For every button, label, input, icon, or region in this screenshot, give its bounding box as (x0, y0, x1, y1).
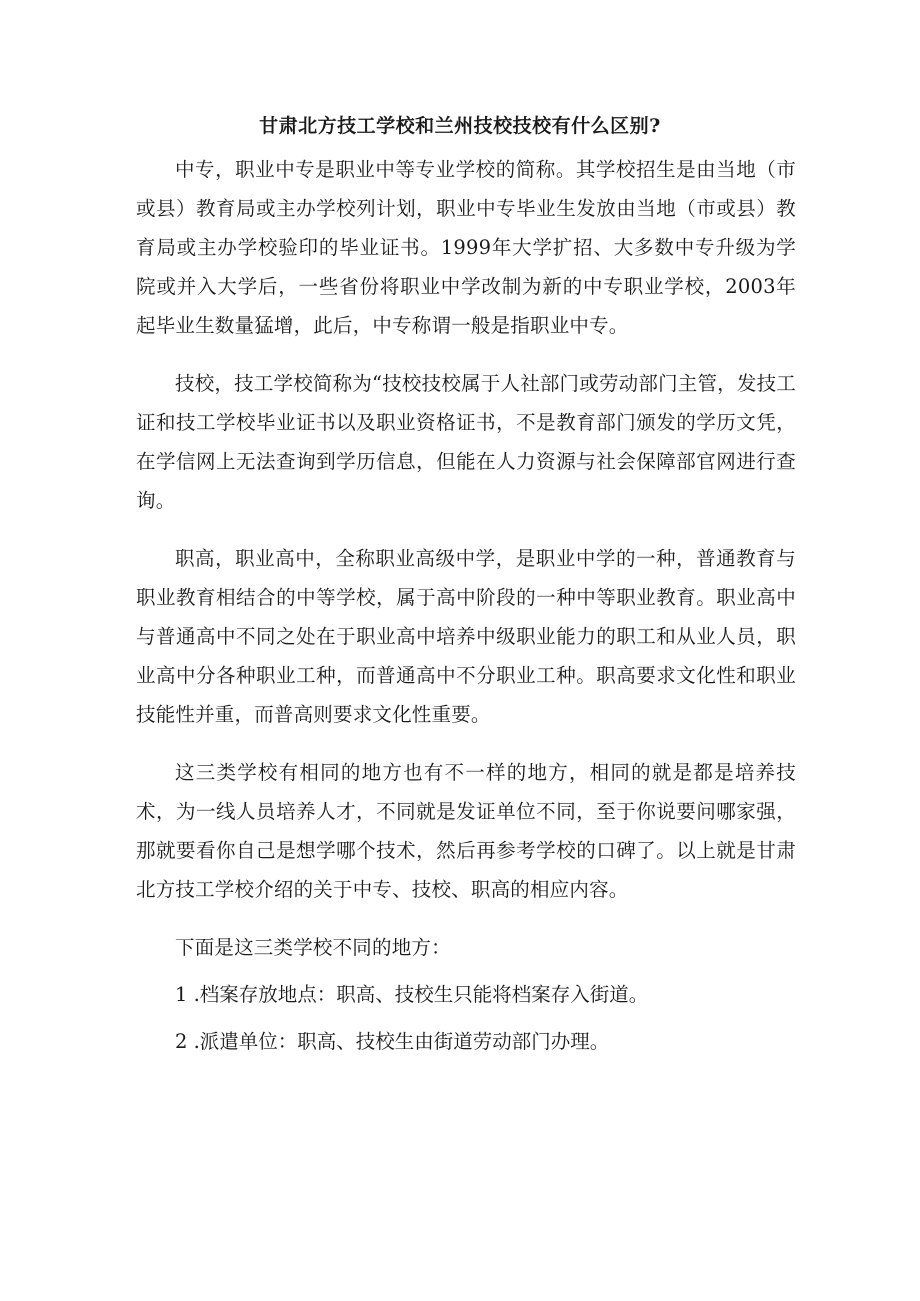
document-body (136, 150, 796, 1069)
list-item-dispatch-unit: 2 .派遣单位：职高、技校生由街道劳动部门办理。 (175, 1030, 610, 1053)
list-item-archive-location: 1 .档案存放地点：职高、技校生只能将档案存入街道。 (175, 983, 649, 1006)
paragraph-differences-intro: 下面是这三类学校不同的地方： (175, 936, 451, 959)
document-title: 甘肃北方技工学校和兰州技校技校有什么区别? (259, 115, 661, 137)
paragraph-zhongzhuan: 中专，职业中专是职业中等专业学校的简称。其学校招生是由当地（市或县）教育局或主办学校列计划，职业中专毕业生发放由当地（市或县）教育局或主办学校验印的毕业证书。1999年大学扩招、大多数中专升级为学院或并入大学后，一些省份将职业中学改制为新的中专职业学校，2003年起毕业生数量猛增，此后，中专称谓一般是指职业中专。 (136, 158, 796, 337)
paragraph-comparison: 这三类学校有相同的地方也有不一样的地方，相同的就是都是培养技术，为一线人员培养人才，不同就是发证单位不同，至于你说要问哪家强，那就要看你自己是想学哪个技术，然后再参考学校的口碑了。以上就是甘肃北方技工学校介绍的关于中专、技校、职高的相应内容。 (136, 761, 796, 901)
paragraph-zhigao: 职高，职业高中，全称职业高级中学，是职业中学的一种，普通教育与职业教育相结合的中等学校，属于高中阶段的一种中等职业教育。职业高中与普通高中不同之处在于职业高中培养中级职业能力的职工和从业人员，职业高中分各种职业工种，而普通高中不分职业工种。职高要求文化性和职业技能性并重，而普高则要求文化性重要。 (136, 547, 796, 726)
paragraph-jixiao: 技校，技工学校简称为“技校技校属于人社部门或劳动部门主管，发技工证和技工学校毕业证书以及职业资格证书，不是教育部门颁发的学历文凭，在学信网上无法查询到学历信息，但能在人力资源与社会保障部官网进行查询。 (136, 372, 796, 512)
